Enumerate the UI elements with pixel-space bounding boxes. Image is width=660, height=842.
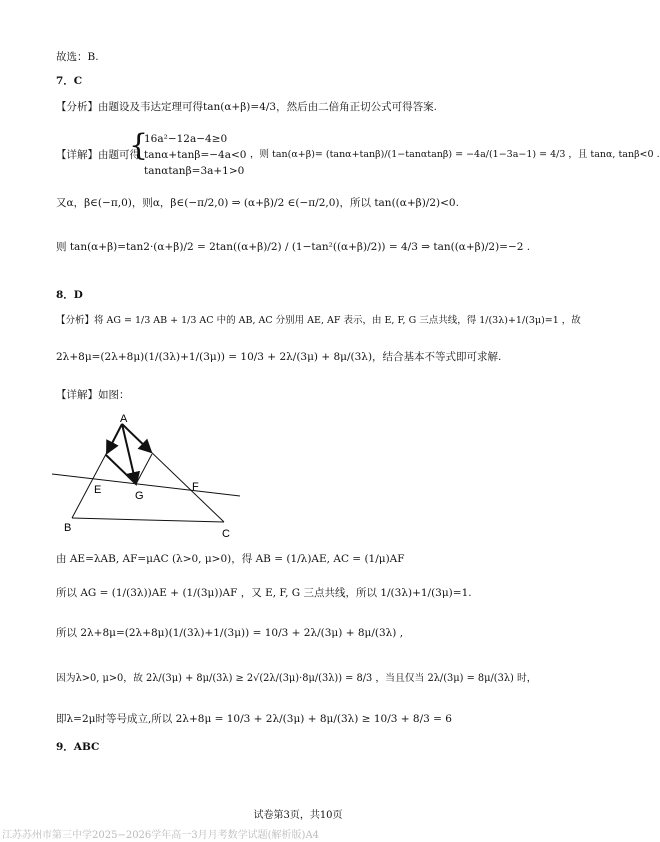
q7-system-eq1: 16a²−12a−4≥0 [144,133,228,145]
q8-collinear: 所以 AG = (1/(3λ))AE + (1/(3μ))AF ，又 E, F, G 三点共线，所以 1/(3λ)+1/(3μ)=1. [56,587,472,599]
q7-detail-rest: ，则 tan(α+β)= (tanα+tanβ)/(1−tanαtanβ) = −4a/(1−3a−1) = 4/3 ，且 tanα, tanβ<0 . [250,149,660,160]
vector-ae [107,424,122,453]
label-e: E [94,484,102,496]
q7-range-line: 又α，β∈(−π,0)，则α，β∈(−π/2,0) ⇒ (α+β)/2 ∈(−π/2,0)，所以 tan((α+β)/2)<0. [56,197,459,209]
triangle-figure [52,410,252,545]
q7-analysis: 【分析】由题设及韦达定理可得tan(α+β)=4/3，然后由二倍角正切公式可得答案. [56,101,437,113]
q7-system-eq3: tanαtanβ=3a+1>0 [144,165,245,177]
q8-equality-case: 即λ=2μ时等号成立,所以 2λ+8μ = 10/3 + 2λ/(3μ) + 8μ/(3λ) ≥ 10/3 + 8/3 = 6 [56,713,452,725]
segment-eg-parallel [106,455,136,484]
q8-analysis-2: 2λ+8μ=(2λ+8μ)(1/(3λ)+1/(3μ)) = 10/3 + 2λ/(3μ) + 8μ/(3λ)，结合基本不等式即可求解. [56,351,502,363]
q8-inequality: 因为λ>0, μ>0，故 2λ/(3μ) + 8μ/(3λ) ≥ 2√(2λ/(3μ)·8μ/(3λ)) = 8/3 ，当且仅当 2λ/(3μ) = 8μ/(3λ) 时， [56,673,537,684]
q8-vector-relation: 由 AE=λAB, AF=μAC (λ>0, μ>0)，得 AB = (1/λ)AE, AC = (1/μ)AF [56,553,405,565]
side-bc [72,518,224,522]
vector-af [122,424,151,452]
line-conclusion-prev: 故选：B. [56,51,99,63]
label-b: B [64,522,72,534]
label-a: A [120,413,128,425]
vector-ag [122,424,136,484]
label-f: F [192,481,199,493]
question-9-answer: 9．ABC [56,741,100,753]
question-7-answer: 7．C [56,75,83,87]
q8-expand: 所以 2λ+8μ=(2λ+8μ)(1/(3λ)+1/(3μ)) = 10/3 + 2λ/(3μ) + 8μ/(3λ) , [56,627,404,639]
q7-result-line: 则 tan(α+β)=tan2·(α+β)/2 = 2tan((α+β)/2) / (1−tan²((α+β)/2)) = 4/3 ⇒ tan((α+β)/2)=−2 . [56,241,531,253]
segment-fg-parallel [136,454,152,484]
q8-analysis: 【分析】将 AG = 1/3 AB + 1/3 AC 中的 AB, AC 分别用 AE, AF 表示，由 E, F, G 三点共线，得 1/(3λ)+1/(3μ)=1 ，故 [56,315,581,326]
system-brace: { [129,128,149,163]
q7-system-eq2: tanα+tanβ=−4a<0 [144,149,247,161]
watermark-text: 江苏苏州市第三中学2025−2026学年高一3月月考数学试题(解析版)A4 [2,830,320,841]
q7-detail-label: 【详解】由题可得 [56,149,140,161]
line-ef [52,474,240,496]
label-g: G [135,490,144,502]
page-footer: 试卷第3页，共10页 [253,810,343,821]
label-c: C [222,528,230,540]
question-8-answer: 8．D [56,289,83,301]
q8-detail-label: 【详解】如图： [56,389,130,401]
